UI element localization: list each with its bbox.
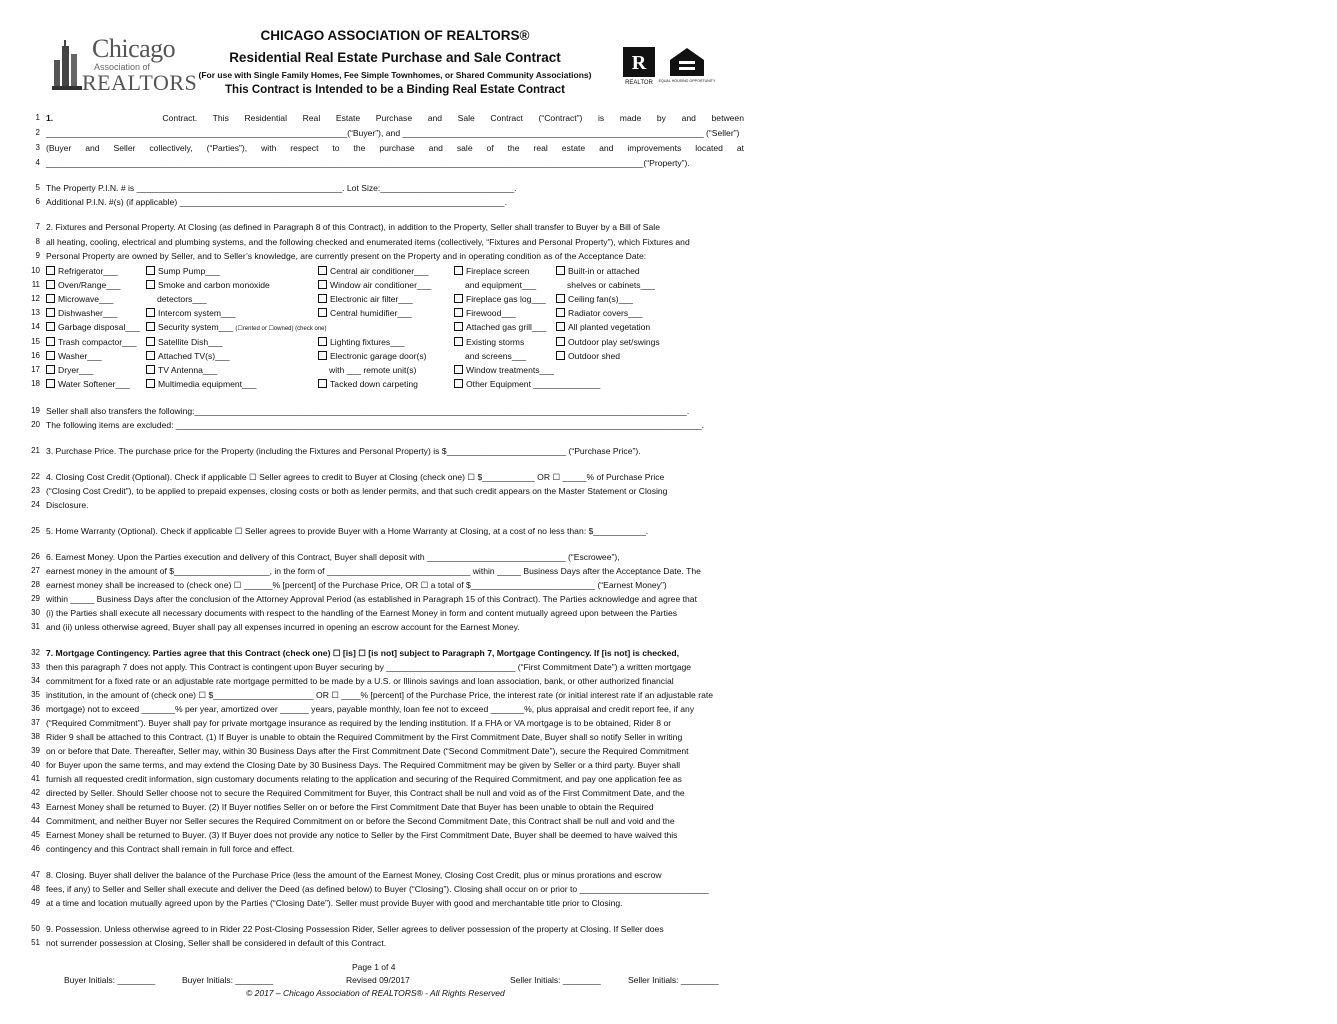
additional-pin-field[interactable]: Additional P.I.N. #(s) (if applicable) ____________________________________________________________________. xyxy=(46,197,507,207)
fixture-checkbox[interactable]: Electronic garage door(s) xyxy=(318,350,1088,362)
fixture-label: and screens___ xyxy=(465,351,527,361)
fixture-checkbox[interactable]: TV Antenna___ xyxy=(146,364,916,376)
fixture-checkbox[interactable]: Sump Pump___ xyxy=(146,265,916,277)
remote-units-field[interactable]: with ___ remote unit(s) xyxy=(329,365,417,375)
document-subtitle: (For use with Single Family Homes, Fee Simple Townhomes, or Shared Community Associations) xyxy=(198,70,592,80)
fixture-checkbox[interactable]: Window treatments___ xyxy=(454,364,1224,376)
fixture-checkbox[interactable]: Intercom system___ xyxy=(146,307,916,319)
home-warranty-field[interactable]: 5. Home Warranty (Optional). Check if applicable ☐ Seller agrees to provide Buyer with a Home Warranty at Closing, at a cost of no less than: $___________. xyxy=(46,526,649,536)
excluded-items-field[interactable]: The following items are excluded: ______________________________________________________________________________________________________________. xyxy=(46,420,705,430)
fixture-checkbox[interactable]: Ceiling fan(s)___ xyxy=(556,293,1326,305)
fixture-checkbox[interactable]: Refrigerator___ xyxy=(46,265,816,277)
page-number: Page 1 of 4 xyxy=(352,962,396,972)
fixture-checkbox[interactable]: Oven/Range___ xyxy=(46,279,816,291)
fixture-checkbox[interactable]: Microwave___ xyxy=(46,293,816,305)
svg-text:R: R xyxy=(631,52,647,74)
seller-initials-1[interactable]: Seller Initials: ________ xyxy=(510,975,601,985)
fixture-checkbox[interactable]: Dishwasher___ xyxy=(46,307,816,319)
purchase-price-field[interactable]: 3. Purchase Price. The purchase price for the Property (including the Fixtures and Personal Property) is $_________________________ (“Purchase Price”). xyxy=(46,446,641,456)
org-title: CHICAGO ASSOCIATION OF REALTORS® xyxy=(260,28,530,43)
fixture-checkbox[interactable]: Other Equipment ______________ xyxy=(454,378,1224,390)
fixture-checkbox[interactable]: Trash compactor___ xyxy=(46,336,816,348)
earnest-increase-field[interactable]: earnest money shall be increased to (check one) ☐ ______% [percent] of the Purchase Price, OR ☐ a total of $__________________________ (“Earnest Money”) xyxy=(46,580,667,590)
buyer-initials-2[interactable]: Buyer Initials: ________ xyxy=(182,975,274,985)
fixture-label: and equipment___ xyxy=(465,280,537,290)
mortgage-contingency-field[interactable]: 7. Mortgage Contingency. Parties agree that this Contract (check one) ☐ [is] ☐ [is not] subject to Paragraph 7, Mortgage Contingency. If [is not] is checked, xyxy=(46,648,679,658)
fixture-checkbox[interactable]: Garbage disposal___ xyxy=(46,321,816,333)
fixture-checkbox[interactable]: Dryer___ xyxy=(46,364,816,376)
fixture-checkbox[interactable]: Tacked down carpeting xyxy=(318,378,1088,390)
fixture-checkbox[interactable]: Fireplace gas log___ xyxy=(454,293,1224,305)
fixture-checkbox[interactable]: Multimedia equipment___ xyxy=(146,378,916,390)
first-commitment-date-field[interactable]: then this paragraph 7 does not apply. This Contract is contingent upon Buyer securing by ___________________________ (“First Commitment Date”) a written mortgage xyxy=(46,662,692,672)
fixture-checkbox[interactable]: Lighting fixtures___ xyxy=(318,336,1088,348)
copyright: © 2017 – Chicago Association of REALTORS® - All Rights Reserved xyxy=(246,988,505,998)
logo-association-text: Association of xyxy=(94,62,151,72)
contract-page: Chicago Association of REALTORS CHICAGO ASSOCIATION OF REALTORS® Residential Real Estate Purchase and Sale Contract (For use with Single Family Homes, Fee Simple Townhomes, or Shared Community Associations) This Contract is Intended to be a Binding Real Estate Contract R REALTOR EQUAL HOUSING OPPORTUNITY 1 1. Contract. This Residential Real Estate Purchase and Sale Contract (“Contract”) is made by and between 2 _______________________________________________________________(“Buyer”), and _______________________________________________________________ (“Seller”) 3 (Buyer and Seller collectively, (“Parties”), with respect to the purchase and sale of the real estate and improvements located at 4 _____________________________________________________________________________________________________________________________(“Property”). 5 The Property P.I.N. # is ___________________________________________. Lot Size:____________________________. 6 Additional P.I.N. #(s) (if applicable) ____________________________________________________________________. 7 2. Fixtures and Personal Property. At Closing (as defined in Paragraph 8 of this Contract), in addition to the Property, Seller shall transfer to Buyer by a Bill of Sale 8 all heating, cooling, electrical and plumbing systems, and the following checked and enumerated items (collectively, “Fixtures and Personal Property”), which Fixtures and 9 Personal Property are owned by Seller, and to Seller’s knowledge, are currently present on the Property and in operating condition as of the Acceptance Date: 10 11 12 13 14 15 16 17 18 Refrigerator___ Oven/Range___ Microwave___ Dishwasher___ Garbage disposal___ Trash compactor___ Washer___ Dryer___ Water Softener___ Sump Pump___ Smoke and carbon monoxide detectors___ Intercom system___ Security system___ (☐rented or ☐owned) (check one) Satellite Dish___ Attached TV(s)___ TV Antenna___ Multimedia equipment___ Central air conditioner___ Window air conditioner___ Electronic air filter___ Central humidifier___ Lighting fixtures___ Electronic garage door(s) with ___ remote unit(s) Tacked down carpeting Fireplace screen and equipment___ Fireplace gas log___ Firewood___ Attached gas grill___ Existing storms and screens___ Window treatments___ Other Equipment ______________ Built-in or attached shelves or cabinets___ Ceiling fan(s)___ Radiator covers___ All planted vegetation Outdoor play set/swings Outdoor shed 19 Seller shall also transfers the following:_______________________________________________________________________________________________________. 20 The following items are excluded: ______________________________________________________________________________________________________________. 21 3. Purchase Price. The purchase price for the Property (including the Fixtures and Personal Property) is $_________________________ (“Purchase Price”). 22 4. Closing Cost Credit (Optional). Check if applicable ☐ Seller agrees to credit to Buyer at Closing (check one) ☐ $___________ OR ☐ _____% of Purchase Price 23 (“Closing Cost Credit”), to be applied to prepaid expenses, closing costs or both as lender permits, and that such credit appears on the Master Statement or Closing 24 Disclosure. 25 5. Home Warranty (Optional). Check if applicable ☐ Seller agrees to provide Buyer with a Home Warranty at Closing, at a cost of no less than: $___________. 26 6. Earnest Money. Upon the Parties execution and delivery of this Contract, Buyer shall deposit with _____________________________ (“Escrowee”), 27 earnest money in the amount of $____________________, in the form of ______________________________ within _____ Business Days after the Acceptance Date. The 28 earnest money shall be increased to (check one) ☐ ______% [percent] of the Purchase Price, OR ☐ a total of $__________________________ (“Earnest Money”) 29 within _____ Business Days after the conclusion of the Attorney Approval Period (as established in Paragraph 15 of this Contract). The Parties acknowledge and agree that 30 (i) the Parties shall execute all necessary documents with respect to the handling of the Earnest Money in form and content mutually agreed upon between the Parties 31 and (ii) unless otherwise agreed, Buyer shall pay all expenses incurred in opening an escrow account for the Earnest Money. 32 7. Mortgage Contingency. Parties agree that this Contract (check one) ☐ [is] ☐ [is not] subject to Paragraph 7, Mortgage Contingency. If [is not] is checked, 33 then this paragraph 7 does not apply. This Contract is contingent upon Buyer securing by ___________________________ (“First Commitment Date”) a written mortgage 34 commitment for a fixed rate or an adjustable rate mortgage permitted to be made by a U.S. or Illinois savings and loan association, bank, or other authorized financial 35 institution, in the amount of (check one) ☐ $_____________________ OR ☐ ____% [percent] of the Purchase Price, the interest rate (or initial interest rate if an adjustable rate 36 mortgage) not to exceed _______% per year, amortized over ______ years, payable monthly, loan fee not to exceed _______%, plus appraisal and credit report fee, if any 37 (“Required Commitment”). Buyer shall pay for private mortgage insurance as required by the lending institution. If a FHA or VA mortgage is to be obtained, Rider 8 or 38 Rider 9 shall be attached to this Contract. (1) If Buyer is unable to obtain the Required Commitment by the First Commitment Date, Buyer shall so notify Seller in writing 39 on or before that Date. Thereafter, Seller may, within 30 Business Days after the First Commitment Date (“Second Commitment Date”), secure the Required Commitment 40 for Buyer upon the same terms, and may extend the Closing Date by 30 Business Days. The Required Commitment may be given by Seller or a third party. Buyer shall 41 furnish all requested credit information, sign customary documents relating to the application and securing of the Required Commitment, and pay one application fee as 42 directed by Seller. Should Seller choose not to secure the Required Commitment for Buyer, this Contract shall be null and void as of the First Commitment Date, and the 43 Earnest Money shall be returned to Buyer. (2) If Buyer notifies Seller on or before the First Commitment Date that Buyer has been unable to obtain the Required 44 Commitment, and neither Buyer nor Seller secures the Required Commitment on or before the Second Commitment Date, this Contract shall be null and void and the 45 Earnest Money shall be returned to Buyer. (3) If Buyer does not provide any notice to Seller by the First Commitment Date, Buyer shall be deemed to have waived this 46 contingency and this Contract shall remain in full force and effect. 47 8. Closing. Buyer shall deliver the balance of the Purchase Price (less the amount of the Earnest Money, Closing Cost Credit, plus or minus prorations and escrow 48 fees, if any) to Seller and Seller shall execute and deliver the Deed (as defined below) to Buyer (“Closing”). Closing shall occur on or prior to ___________________________ 49 at a time and location mutually agreed upon by the Parties (“Closing Date”). Seller must provide Buyer with good and merchantable title prior to Closing. 50 9. Possession. Unless otherwise agreed to in Rider 22 Post-Closing Possession Rider, Seller agrees to deliver possession of the property at Closing. If Seller does 51 not surrender possession at Closing, Seller shall be considered in default of this Contract. Page 1 of 4 Buyer Initials: ________ Buyer Initials: ________ Revised 09/2017 Seller Initials: ________ Seller Initials: ________ © 2017 – Chicago Association of REALTORS® - All Rights Reserved xyxy=(0,0,770,1024)
fixture-checkbox[interactable]: Central humidifier___ xyxy=(318,307,1088,319)
escrowee-field[interactable]: 6. Earnest Money. Upon the Parties execution and delivery of this Contract, Buyer shall deposit with _____________________________ (“Escrowee”), xyxy=(46,552,620,562)
fixture-checkbox[interactable]: Fireplace screen xyxy=(454,265,1224,277)
fixture-checkbox[interactable]: Attached gas grill___ xyxy=(454,321,1224,333)
buyer-initials-1[interactable]: Buyer Initials: ________ xyxy=(64,975,156,985)
fixture-checkbox[interactable]: All planted vegetation xyxy=(556,321,1326,333)
document-title: Residential Real Estate Purchase and Sale Contract xyxy=(229,50,561,65)
chicago-realtors-logo xyxy=(52,32,198,96)
fixture-checkbox[interactable]: Firewood___ xyxy=(454,307,1224,319)
closing-date-field[interactable]: fees, if any) to Seller and Seller shall execute and deliver the Deed (as defined below) to Buyer (“Closing”). Closing shall occur on or prior to ___________________________ xyxy=(46,884,709,894)
seller-transfers-field[interactable]: Seller shall also transfers the following:_______________________________________________________________________________________________________. xyxy=(46,406,690,416)
fixture-checkbox[interactable]: Washer___ xyxy=(46,350,816,362)
fixture-checkbox[interactable]: Outdoor shed xyxy=(556,350,1326,362)
fixture-checkbox[interactable]: Radiator covers___ xyxy=(556,307,1326,319)
fixture-checkbox[interactable]: Attached TV(s)___ xyxy=(146,350,916,362)
logo-realtors-text: REALTORS xyxy=(82,70,198,95)
binding-notice: This Contract is Intended to be a Binding Real Estate Contract xyxy=(225,84,565,96)
loan-terms-field[interactable]: mortgage) not to exceed _______% per year, amortized over ______ years, payable monthly, loan fee not to exceed _______%, plus appraisal and credit report fee, if any xyxy=(46,704,695,714)
logo-chicago-text: Chicago xyxy=(92,34,176,63)
fixture-checkbox[interactable]: Existing storms xyxy=(454,336,1224,348)
fixture-checkbox[interactable]: Satellite Dish___ xyxy=(146,336,916,348)
fixture-checkbox[interactable]: Electronic air filter___ xyxy=(318,293,1088,305)
fixtures-heading: 2. Fixtures and Personal Property. At Closing (as defined in Paragraph 8 of this Contract), in addition to the Property, Seller shall transfer to Buyer by a Bill of Sale xyxy=(46,222,660,232)
fixture-checkbox[interactable]: Smoke and carbon monoxide xyxy=(146,279,916,291)
property-address-field[interactable]: _____________________________________________________________________________________________________________________________(“Property”). xyxy=(46,158,690,168)
realtor-badge-icon xyxy=(622,46,656,86)
fixture-checkbox[interactable]: Window air conditioner___ xyxy=(318,279,1088,291)
earnest-money-field[interactable]: earnest money in the amount of $____________________, in the form of ______________________________ within _____ Business Days after the Acceptance Date. The xyxy=(46,566,701,576)
fixture-checkbox[interactable]: Outdoor play set/swings xyxy=(556,336,1326,348)
revision-date: Revised 09/2017 xyxy=(346,975,410,985)
fixture-label: shelves or cabinets___ xyxy=(567,280,655,290)
fixture-checkbox[interactable]: Central air conditioner___ xyxy=(318,265,1088,277)
eho-badge-text: EQUAL HOUSING OPPORTUNITY xyxy=(658,79,716,83)
skyline-icon xyxy=(52,38,82,90)
fixture-checkbox[interactable]: Security system___ (☐rented or ☐owned) (check one) xyxy=(146,321,916,335)
rented-owned-option: (☐rented or ☐owned) (check one) xyxy=(235,326,327,332)
closing-cost-credit-field[interactable]: 4. Closing Cost Credit (Optional). Check if applicable ☐ Seller agrees to credit to Buyer at Closing (check one) ☐ $___________ OR ☐ _____% of Purchase Price xyxy=(46,472,665,482)
fixture-label: detectors___ xyxy=(157,294,207,304)
realtor-badge-text: REALTOR xyxy=(625,80,653,86)
contract-clause: 1. Contract. This Residential Real Estate Purchase and Sale Contract (“Contract”) is made by and between xyxy=(46,113,744,123)
equal-housing-icon xyxy=(658,46,716,88)
fixture-checkbox[interactable]: Water Softener___ xyxy=(46,378,816,390)
seller-initials-2[interactable]: Seller Initials: ________ xyxy=(628,975,719,985)
buyer-seller-field[interactable]: _______________________________________________________________(“Buyer”), and _______________________________________________________________ (“Seller”) xyxy=(46,128,740,138)
loan-amount-field[interactable]: institution, in the amount of (check one) ☐ $_____________________ OR ☐ ____% [percent] of the Purchase Price, the interest rate (or initial interest rate if an adjustable rate xyxy=(46,690,714,700)
fixture-checkbox[interactable]: Built-in or attached xyxy=(556,265,1326,277)
pin-lot-field[interactable]: The Property P.I.N. # is ___________________________________________. Lot Size:____________________________. xyxy=(46,183,517,193)
